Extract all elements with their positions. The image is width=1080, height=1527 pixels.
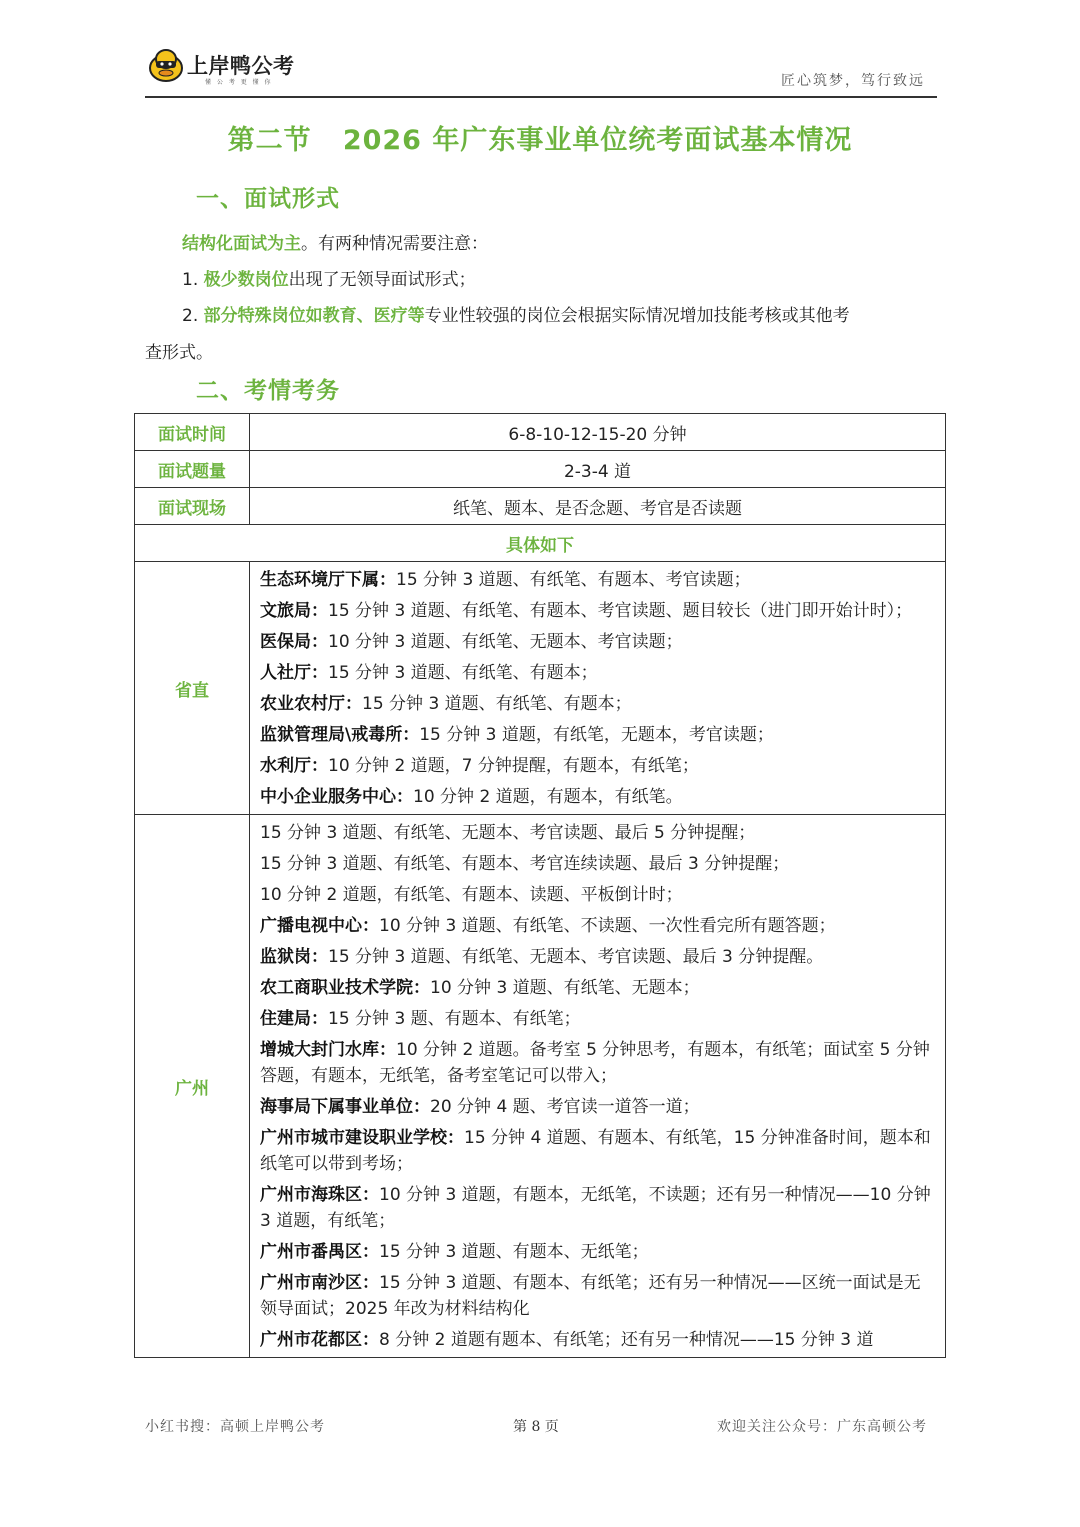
detail-line: 15 分钟 3 道题、有纸笔、无题本、考官读题、最后 5 分钟提醒； (260, 823, 756, 843)
heading-interview-format: 一、面试形式 (196, 186, 340, 212)
detail-line: 增城大封门水库：10 分钟 2 道题。备考室 5 分钟思考，有题本，有纸笔；面试室 5 分钟答题，有题本，无纸笔，备考室笔记可以带入； (260, 1040, 930, 1086)
detail-line: 10 分钟 2 道题，有纸笔、有题本、读题、平板倒计时； (260, 885, 683, 905)
table-row-guangzhou (135, 815, 946, 1358)
row-value: 纸笔、题本、是否念题、考官是否读题 (250, 488, 946, 525)
page-footer (145, 1416, 935, 1438)
body-text: 出现了无领导面试形式； (288, 270, 476, 290)
duck-logo-icon (147, 48, 185, 84)
emphasis-text: 部分特殊岗位如教育、医疗等 (203, 306, 425, 326)
footer-left: 小红书搜：高顿上岸鸭公考 (145, 1419, 325, 1435)
detail-line: 人社厅：15 分钟 3 道题、有纸笔、有题本； (260, 663, 598, 683)
page-number: 第 8 页 (513, 1419, 559, 1435)
detail-line: 广州市城市建设职业学校：15 分钟 4 道题、有题本、有纸笔，15 分钟准备时间，题本和纸笔可以带到考场； (260, 1128, 931, 1174)
section-title: 第二节 2026 年广东事业单位统考面试基本情况 (227, 125, 853, 156)
table-row (135, 414, 946, 451)
detail-line: 广州市番禺区：15 分钟 3 道题、有题本、无纸笔； (260, 1242, 649, 1262)
logo-text: 上岸鸭公考 (187, 54, 295, 78)
detail-line: 海事局下属事业单位：20 分钟 4 题、考官读一道答一道； (260, 1097, 700, 1117)
row-label: 面试现场 (135, 488, 250, 525)
detail-line: 广州市南沙区：15 分钟 3 道题、有题本、有纸笔；还有另一种情况——区统一面试是无领导面试；2025 年改为材料结构化 (260, 1273, 921, 1319)
detail-line: 中小企业服务中心：10 分钟 2 道题，有题本，有纸笔。 (260, 787, 683, 807)
detail-line: 广州市花都区：8 分钟 2 道题有题本、有纸笔；还有另一种情况——15 分钟 3 道 (260, 1330, 874, 1350)
table-row (135, 525, 946, 562)
paragraph-item-2 (182, 301, 850, 326)
detail-line: 生态环境厅下属：15 分钟 3 道题、有纸笔、有题本、考官读题； (260, 570, 751, 590)
detail-line: 农业农村厅：15 分钟 3 道题、有纸笔、有题本； (260, 694, 632, 714)
row-value: 6-8-10-12-15-20 分钟 (250, 414, 946, 451)
detail-line: 监狱岗：15 分钟 3 道题、有纸笔、无题本、考官读题、最后 3 分钟提醒。 (260, 947, 824, 967)
table-row-province (135, 562, 946, 815)
category-details (250, 562, 946, 815)
row-label: 面试题量 (135, 451, 250, 488)
emphasis-text: 结构化面试为主 (182, 234, 301, 254)
detail-line: 住建局：15 分钟 3 题、有题本、有纸笔； (260, 1009, 581, 1029)
detail-line: 广播电视中心：10 分钟 3 道题、有纸笔、不读题、一次性看完所有题答题； (260, 916, 836, 936)
logo-subtext: 懂 公 考 更 懂 你 (205, 79, 273, 86)
category-label: 省直 (135, 562, 250, 815)
body-text: 专业性较强的岗位会根据实际情况增加技能考核或其他考 (424, 306, 850, 326)
detail-line: 文旅局：15 分钟 3 道题、有纸笔、有题本、考官读题、题目较长（进门即开始计时）； (260, 601, 913, 621)
detail-line: 医保局：10 分钟 3 道题、有纸笔、无题本、考官读题； (260, 632, 683, 652)
detail-line: 15 分钟 3 道题、有纸笔、有题本、考官连续读题、最后 3 分钟提醒； (260, 854, 790, 874)
detail-line: 水利厅：10 分钟 2 道题，7 分钟提醒，有题本，有纸笔； (260, 756, 699, 776)
list-number: 2. (182, 306, 204, 326)
row-value: 2-3-4 道 (250, 451, 946, 488)
table-row (135, 488, 946, 525)
page-header (145, 40, 937, 98)
table-row (135, 451, 946, 488)
detail-line: 农工商职业技术学院：10 分钟 3 道题、有纸笔、无题本； (260, 978, 700, 998)
detail-line: 广州市海珠区：10 分钟 3 道题，有题本，无纸笔，不读题；还有另一种情况——10 分钟 3 道题，有纸笔； (260, 1185, 931, 1231)
paragraph-structured (182, 229, 488, 254)
detail-header: 具体如下 (135, 525, 946, 562)
heading-exam-info: 二、考情考务 (196, 378, 340, 404)
footer-right: 欢迎关注公众号：广东高顿公考 (717, 1419, 927, 1435)
detail-line: 监狱管理局\戒毒所：15 分钟 3 道题，有纸笔，无题本，考官读题； (260, 725, 774, 745)
exam-info-table (134, 413, 946, 1358)
category-label: 广州 (135, 815, 250, 1358)
emphasis-text: 极少数岗位 (203, 270, 289, 290)
header-slogan: 匠心筑梦，笃行致远 (781, 73, 925, 89)
row-label: 面试时间 (135, 414, 250, 451)
category-details (250, 815, 946, 1358)
body-text: 。有两种情况需要注意： (301, 234, 488, 254)
paragraph-item-1 (182, 265, 476, 290)
paragraph-item-2-cont: 查形式。 (145, 343, 213, 363)
list-number: 1. (182, 270, 204, 290)
